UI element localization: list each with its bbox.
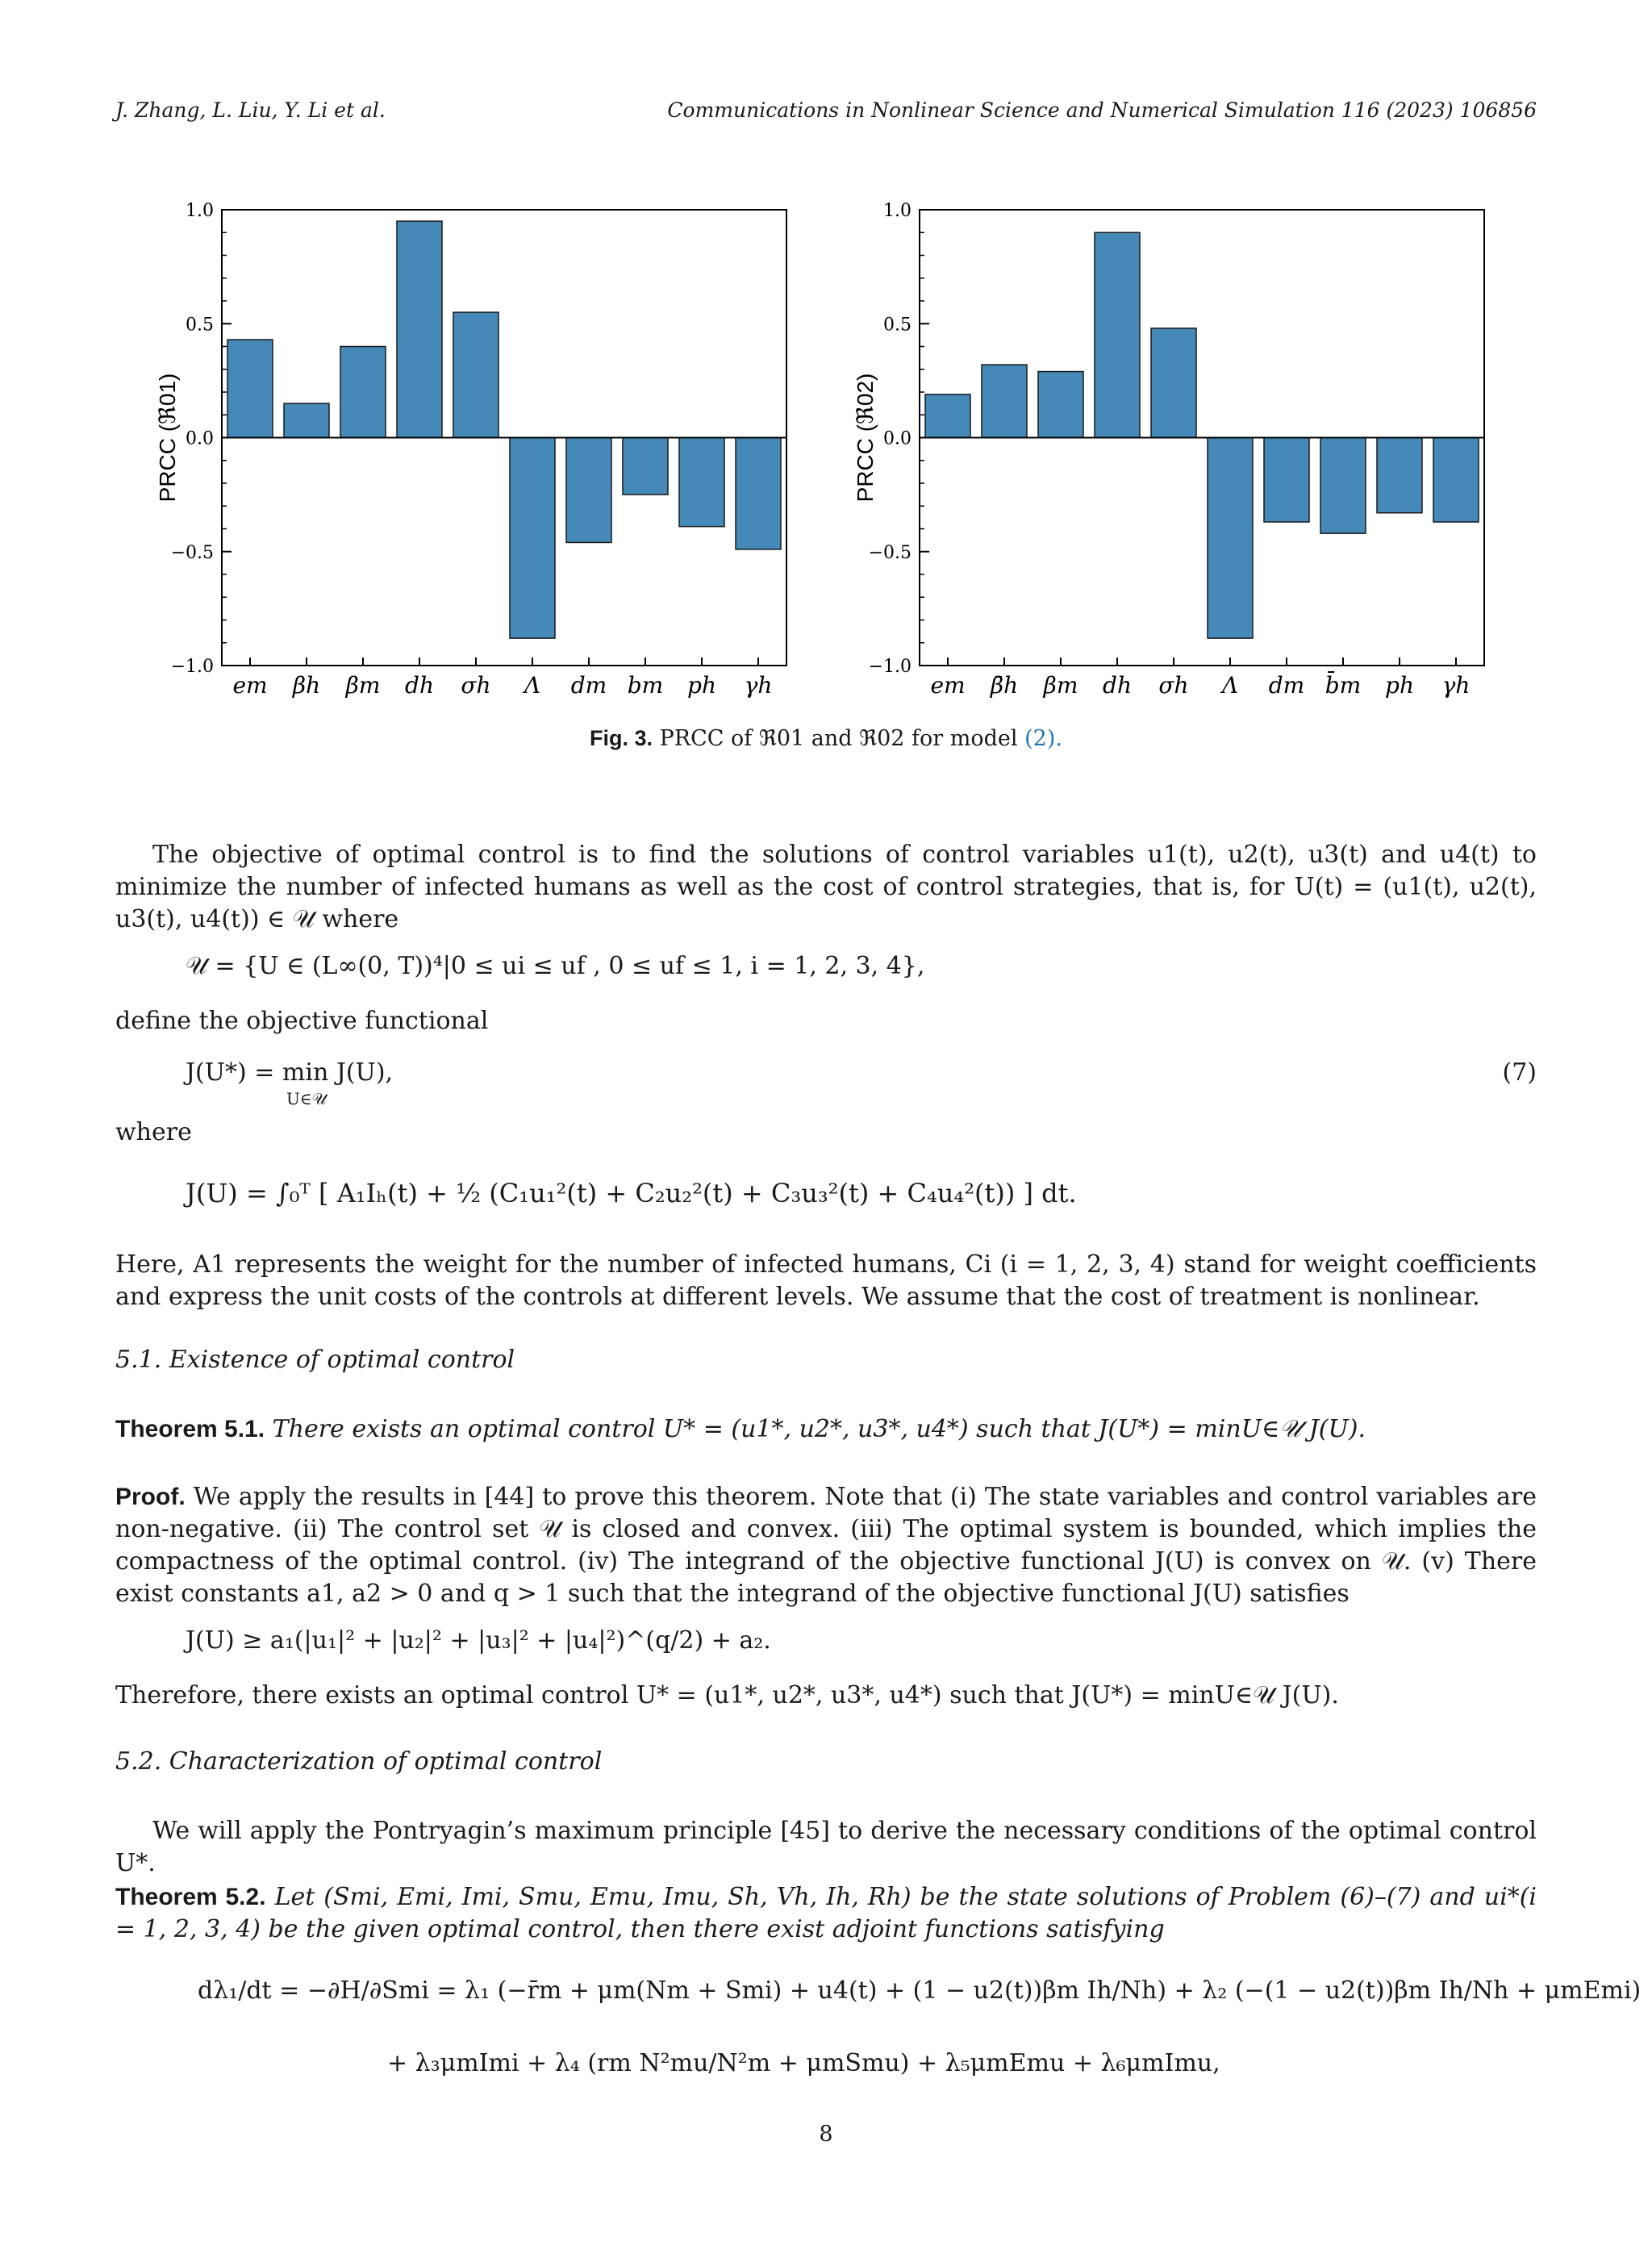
proof-label: Proof. [115,1484,186,1510]
figure-label: Fig. 3. [590,726,653,750]
bar-6 [566,438,611,543]
page-number: 8 [819,2122,833,2147]
bar-6 [1264,438,1309,523]
y-tick-label: −0.5 [868,542,912,563]
bar-0 [925,394,970,438]
y-tick-label: −1.0 [868,657,912,677]
equation-7-number: (7) [1502,1058,1537,1087]
proof-text: We apply the results in [44] to prove this theorem. Note that (i) The state variables and control variables are non-negative. (ii) The control set 𝒰 is closed and convex. (iii) The optimal system is bounded, which implies the compactness of the optimal control. (iv) The integrand of the objective functional J(U) is convex on 𝒰. (v) There exist constants a1, a2 > 0 and q > 1 such that the integrand of the objective functional J(U) satisfies [115,1483,1537,1608]
y-axis-label: PRCC (ℜ02) [853,373,878,503]
bar-1 [284,403,329,437]
equation-7-body: J(U*) = min J(U), [186,1058,394,1087]
section-5-2-heading: 5.2. Characterization of optimal control [115,1747,603,1776]
x-tick-label: dm [570,672,607,699]
theorem-5-1-text: There exists an optimal control U* = (u1*, u2*, u3*, u4*) such that J(U*) = minU∈𝒰 J(U). [272,1415,1366,1443]
bar-4 [453,312,499,437]
equation-7-subscript: U∈𝒰 [286,1089,327,1108]
proof-conclusion: Therefore, there exists an optimal control U* = (u1*, u2*, u3*, u4*) such that J(U*) = minU∈𝒰 J(U). [115,1681,1339,1709]
x-tick-label: dm [1268,672,1305,699]
bar-1 [982,365,1027,437]
theorem-5-2-label: Theorem 5.2. [115,1884,266,1910]
figure-caption [0,726,1652,751]
bar-3 [1095,232,1140,437]
bar-4 [1151,328,1196,438]
paragraph-define: define the objective functional [115,1007,489,1035]
theorem-5-1-label: Theorem 5.1. [115,1416,265,1442]
x-tick-label: ph [687,672,716,699]
running-header-authors: J. Zhang, L. Liu, Y. Li et al. [115,98,386,122]
x-tick-label: βm [345,672,381,699]
y-tick-label: 1.0 [186,201,214,221]
equation-control-set: 𝒰 = {U ∈ (L∞(0, T))⁴|0 ≤ ui ≤ uf , 0 ≤ uf ≤ 1, i = 1, 2, 3, 4}, [186,952,925,980]
equation-objective-functional: J(U) = ∫₀ᵀ [ A₁Iₕ(t) + ½ (C₁u₁²(t) + C₂u₂²(t) + C₃u₃²(t) + C₄u₄²(t)) ] dt. [186,1178,1077,1208]
bar-8 [1377,438,1422,513]
bar-9 [736,438,781,549]
x-tick-label: b̄m [1325,672,1362,699]
x-tick-label: dh [405,672,434,699]
x-tick-label: Λ [524,672,541,699]
x-tick-label: β̄h [990,672,1019,699]
x-tick-label: ph [1385,672,1414,699]
proof-block [115,1481,1537,1610]
x-tick-label: γh [744,672,773,699]
y-tick-label: 0.5 [186,315,214,336]
bar-7 [623,438,668,495]
y-tick-label: −1.0 [170,657,214,677]
prcc-chart-r02 [847,194,1508,702]
y-tick-label: 0.5 [883,315,912,336]
bar-2 [340,347,386,438]
prcc-chart-r01 [149,194,811,702]
section-5-1-heading: 5.1. Existence of optimal control [115,1346,515,1374]
y-axis-label: PRCC (ℜ01) [155,373,180,503]
x-tick-label: σh [1158,672,1189,699]
paragraph-where: where [115,1118,192,1146]
x-tick-label: βh [292,672,321,699]
equation-7 [186,1058,394,1108]
bar-2 [1038,372,1083,438]
paragraph-pontryagin: We will apply the Pontryagin’s maximum principle [45] to derive the necessary conditions of the optimal control U*. [115,1817,1537,1877]
paragraph-objective: The objective of optimal control is to find the solutions of control variables u1(t), u2(t), u3(t) and u4(t) to minimize the number of infected humans as well as the cost of control strategies, that is, for U(t) = (u1(t), u2(t), u3(t), u4(t)) ∈ 𝒰 where [115,841,1537,933]
equation-adjoint-line-1: dλ₁/dt = −∂H/∂Smi = λ₁ (−r̄m + μm(Nm + Smi) + u4(t) + (1 − u2(t))βm Ih/Nh) + λ₂ (−(1 − u2(t))βm Ih/Nh + μmEmi) [198,1976,1642,2005]
theorem-5-2 [115,1881,1537,1946]
bar-7 [1320,438,1366,534]
figure-caption-text: PRCC of ℜ01 and ℜ02 for model [659,726,1018,751]
bar-9 [1433,438,1479,523]
bar-3 [397,221,442,437]
y-tick-label: 0.0 [883,428,912,449]
y-tick-label: 1.0 [883,201,912,221]
x-tick-label: σh [461,672,491,699]
x-tick-label: em [232,672,268,699]
bar-5 [1208,438,1253,639]
bar-8 [679,438,724,527]
x-tick-label: em [930,672,966,699]
x-tick-label: dh [1103,672,1132,699]
x-tick-label: γh [1441,672,1471,699]
equation-adjoint-line-2: + λ₃μmImi + λ₄ (rm N²mu/N²m + μmSmu) + λ₅μmEmu + λ₆μmImu, [387,2049,1220,2077]
bar-0 [227,340,273,437]
running-header-journal: Communications in Nonlinear Science and Numerical Simulation 116 (2023) 106856 [667,98,1537,122]
y-tick-label: 0.0 [186,428,214,449]
bar-5 [510,438,555,639]
x-tick-label: Λ [1221,672,1239,699]
equation-bound: J(U) ≥ a₁(|u₁|² + |u₂|² + |u₃|² + |u₄|²)^(q/2) + a₂. [186,1626,771,1655]
theorem-5-2-text: Let (Smi, Emi, Imi, Smu, Emu, Imu, Sh, Vh, Ih, Rh) be the state solutions of Problem (6)–(7) and ui*(i = 1, 2, 3, 4) be the given optimal control, then there exist adjoint functions satisfying [115,1883,1537,1943]
x-tick-label: bm [627,672,664,699]
model-ref-link[interactable]: (2). [1024,726,1062,751]
y-tick-label: −0.5 [170,542,214,563]
theorem-5-1 [115,1413,1537,1446]
x-tick-label: βm [1043,672,1078,699]
paragraph-weights: Here, A1 represents the weight for the number of infected humans, Ci (i = 1, 2, 3, 4) stand for weight coefficients and express the unit costs of the controls at different levels. We assume that the cost of treatment is nonlinear. [115,1250,1537,1311]
